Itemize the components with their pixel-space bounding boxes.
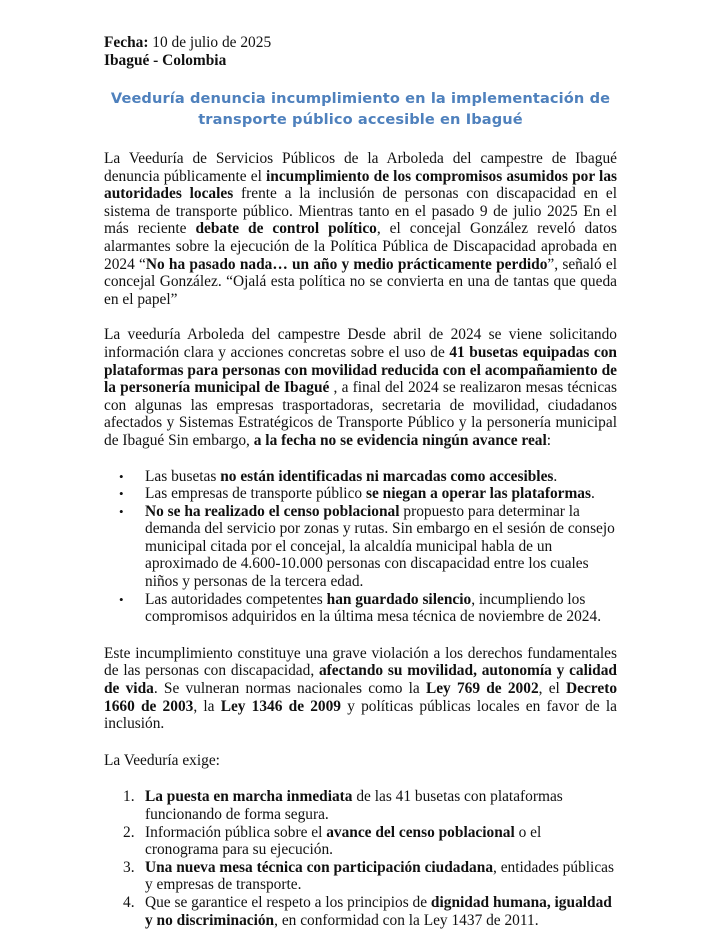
bold-run: debate de control político xyxy=(195,220,377,238)
text-run: Información pública sobre el xyxy=(145,823,327,841)
text-run: Este incumplimiento constituye una grave violación a los derechos fundamentales de las personas con discapacidad, xyxy=(104,644,617,680)
text-run: Las empresas de transporte público xyxy=(145,485,366,503)
bold-run: 41 busetas equipadas con plataformas para personas con movilidad reducida con el acompañamiento de la personería municipal de Ibagué xyxy=(104,343,617,397)
list-item xyxy=(145,485,617,503)
text-run: . xyxy=(590,485,595,503)
bold-run: La puesta en marcha inmediata xyxy=(145,788,353,806)
location-line xyxy=(104,52,617,70)
text-run: de las 41 busetas con plataformas funcionando de forma segura. xyxy=(145,788,563,823)
findings-list xyxy=(104,468,617,626)
text-run: , incumpliendo los compromisos adquiridos en la última mesa técnica de noviembre de 2024. xyxy=(145,590,602,626)
text-run: propuesto para determinar la demanda del servicio por zonas y rutas. Sin embargo en el sesión de consejo municipal citada por el concejal, la alcaldía municipal habla de un aproximado de 4.600-10.000 personas con discapacidad entre los cuales niños y personas de la tercera edad. xyxy=(145,502,615,591)
bold-run: han guardado silencio xyxy=(326,590,472,608)
text-run: Que se garantice el respeto a los principios de xyxy=(145,893,431,911)
paragraph-violation xyxy=(104,645,617,733)
text-run: : xyxy=(546,431,552,449)
paragraph-demands-intro: La Veeduría exige: xyxy=(104,751,220,769)
demands-list xyxy=(104,788,617,929)
text-run: . xyxy=(553,467,558,485)
text-run: frente a la inclusión de personas con discapacidad en el sistema de transporte público. Mientras tanto en el pasado 9 de julio 2025 En el más reciente xyxy=(104,185,617,238)
law-reference: Ley 769 de 2002 xyxy=(425,680,539,698)
list-item xyxy=(145,503,617,591)
bold-quote: No ha pasado nada… un año y medio prácticamente perdido xyxy=(145,255,548,273)
title-line-2: transporte público accesible en Ibagué xyxy=(198,111,523,128)
bold-run: dignidad humana, igualdad y no discriminación xyxy=(145,893,612,929)
list-item xyxy=(123,788,617,823)
text-run: , la xyxy=(193,697,221,715)
list-number: 2. xyxy=(123,823,135,841)
bold-run: avance del censo poblacional xyxy=(326,823,515,841)
text-run: , el concejal González reveló datos alarmantes sobre la ejecución de la Política Pública de Discapacidad aprobada en 2024 “ xyxy=(104,220,617,273)
law-reference: Decreto 1660 de 2003 xyxy=(104,680,618,715)
document-title xyxy=(104,88,617,130)
title-line-1: Veeduría denuncia incumplimiento en la implementación de xyxy=(110,90,611,107)
paragraph-background xyxy=(104,326,617,449)
bold-run: afectando su movilidad, autonomía y calidad de vida xyxy=(104,662,617,698)
text-run: , a final del 2024 se realizaron mesas técnicas con algunas las empresas trasportadoras, secretaria de movilidad, ciudadanos afectados y Sistemas Estratégicos de Transporte Público y la personería municipal de Ibagué Sin embargo, xyxy=(104,379,617,449)
text-run: o el cronograma para su ejecución. xyxy=(145,823,542,859)
date-label: Fecha: xyxy=(104,34,149,51)
list-number: 4. xyxy=(123,893,135,911)
location: Ibagué - Colombia xyxy=(104,51,227,69)
text-run: , en conformidad con la Ley 1437 de 2011. xyxy=(274,911,539,929)
list-item xyxy=(123,823,617,859)
text-run: ”, señaló el concejal González. “Ojalá esta política no se convierta en una de tantas que queda en el papel” xyxy=(104,255,617,308)
list-item xyxy=(145,468,617,486)
list-number: 1. xyxy=(123,788,135,806)
paragraph-intro xyxy=(104,150,617,308)
text-run: La Veeduría de Servicios Públicos de la Arboleda del campestre de Ibagué denuncia públicamente el xyxy=(104,150,617,185)
text-run: Las autoridades competentes xyxy=(145,590,327,608)
text-run: , entidades públicas y empresas de transporte. xyxy=(145,858,614,894)
date-value: 10 de julio de 2025 xyxy=(148,34,272,51)
law-reference: Ley 1346 de 2009 xyxy=(220,697,341,715)
bold-run: no están identificadas ni marcadas como accesibles xyxy=(220,467,554,485)
bold-run: se niegan a operar las plataformas xyxy=(365,485,591,503)
bold-run: Una nueva mesa técnica con participación ciudadana xyxy=(145,858,494,876)
bold-run: No se ha realizado el censo poblacional xyxy=(145,502,400,520)
list-item xyxy=(145,591,617,626)
bold-run: a la fecha no se evidencia ningún avance real xyxy=(253,431,547,449)
bold-run: incumplimiento de los compromisos asumidos por las autoridades locales xyxy=(104,167,617,203)
list-item xyxy=(123,893,617,929)
list-number: 3. xyxy=(123,858,135,876)
text-run: , el xyxy=(538,680,567,698)
text-run: . Se vulneran normas nacionales como la xyxy=(153,680,426,698)
list-item xyxy=(123,858,617,894)
text-run: y políticas públicas locales en favor de la inclusión. xyxy=(104,697,617,733)
date-line xyxy=(104,34,617,52)
text-run: La veeduría Arboleda del campestre Desde abril de 2024 se viene solicitando información clara y acciones concretas sobre el uso de xyxy=(104,326,617,361)
document-page xyxy=(104,34,617,929)
text-run: Las busetas xyxy=(145,467,221,485)
